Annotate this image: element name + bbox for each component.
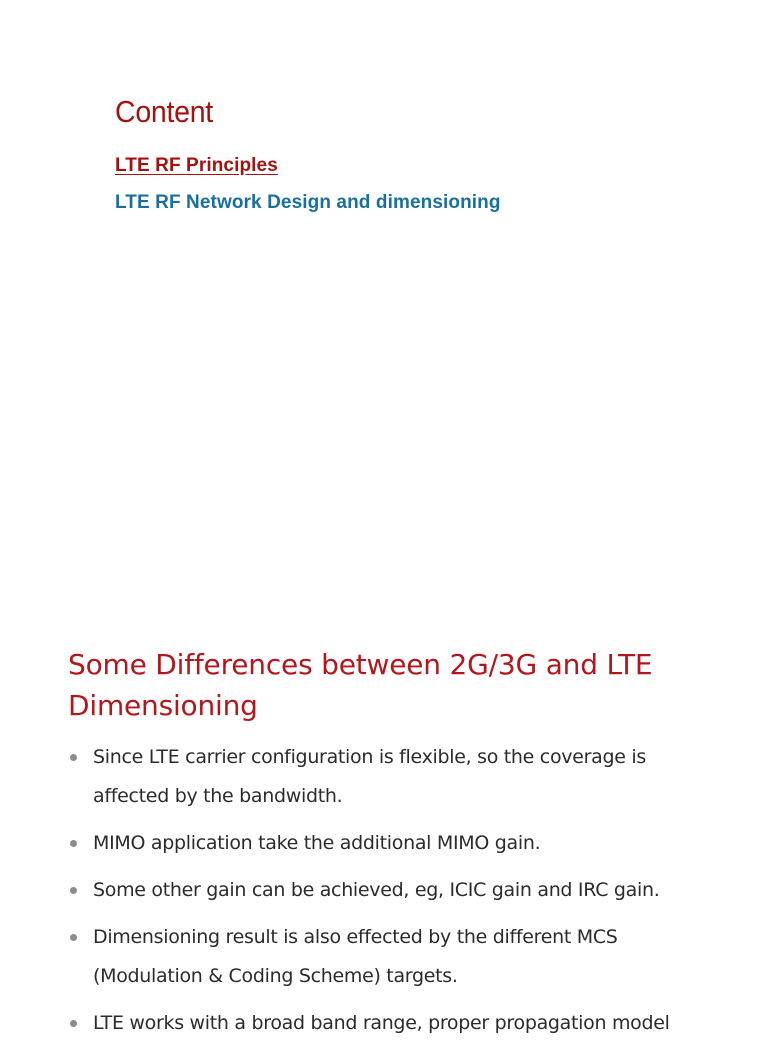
bullet-item [68, 738, 718, 816]
bullet-item [68, 824, 718, 863]
differences-slide [0, 600, 768, 1034]
bullet-item [68, 871, 718, 910]
bullet-icon [70, 754, 77, 761]
bullet-item [68, 918, 718, 996]
toc-item-network-design[interactable]: LTE RF Network Design and dimensioning [115, 192, 501, 213]
bullet-text: Since LTE carrier configuration is flexible, so the coverage is affected by the bandwidth. [93, 746, 646, 807]
bullet-text: Dimensioning result is also effected by the different MCS (Modulation & Coding Scheme) targets. [93, 926, 618, 987]
bullet-text: LTE works with a broad band range, proper propagation model [93, 1012, 670, 1034]
content-title: Content [115, 94, 213, 129]
bullet-icon [70, 934, 77, 941]
bullet-text: Some other gain can be achieved, eg, ICIC gain and IRC gain. [93, 879, 660, 901]
slide-title: Some Differences between 2G/3G and LTE Dimensioning [68, 648, 653, 722]
toc-item-lte-rf-principles[interactable]: LTE RF Principles [115, 155, 278, 176]
bullet-text: MIMO application take the additional MIMO gain. [93, 832, 541, 854]
bullet-list [68, 738, 718, 1051]
bullet-icon [70, 840, 77, 847]
bullet-icon [70, 887, 77, 894]
